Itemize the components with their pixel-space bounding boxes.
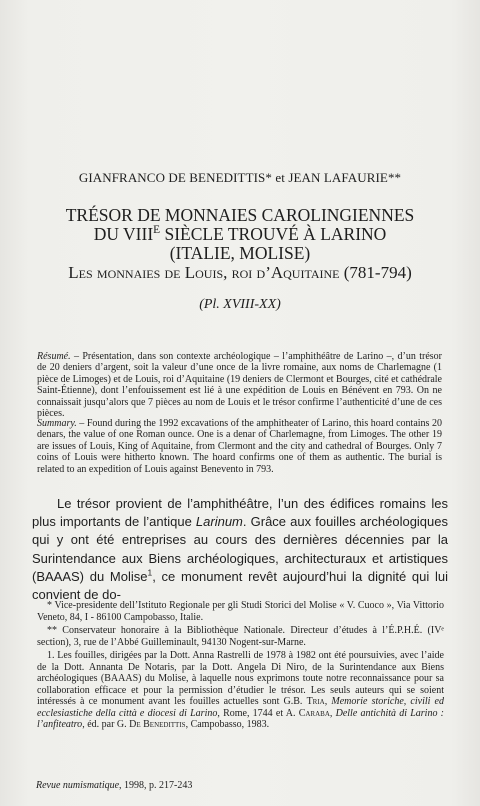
author-first: GIANFRANCO DE BENEDITTIS* <box>78 170 272 185</box>
title-line-1: TRÉSOR DE MONNAIES CAROLINGIENNES <box>65 205 415 225</box>
abstract-english-text: – Found during the 1992 excavations of the amphitheater of Larino, this hoard contains 20 denars, the value of one Roman ounce. One is a denar of Charlemagne, from Limoges. The other 19 are issues of Louis, King of Aquitaine, from Clermont and the city and cathedral of Bourges. Only 7 coins of Louis were hitherto known. The hoard confirms one of them as authentic. The burial is related to an expedition of Louis against Benevento in 793. <box>37 418 442 475</box>
journal-details: , 1998, p. 217-243 <box>119 780 193 791</box>
abstract-french <box>37 351 442 419</box>
journal-name: Revue numismatique <box>36 780 120 791</box>
author-joiner: et <box>275 170 285 185</box>
footnote-2: ** Conservateur honoraire à la Bibliothèque Nationale. Directeur d’études à l’É.P.H.É. (IVᵉ section), 3, rue de l’Abbé Guilleminault, 94130 Nogent-sur-Marne. <box>37 625 444 648</box>
title-line-3: (ITALIE, MOLISE) <box>169 243 311 263</box>
body-text <box>32 495 448 604</box>
article-authors <box>0 170 480 186</box>
abstract-english-label: Summary. <box>37 418 77 429</box>
author-second: JEAN LAFAURIE** <box>288 170 402 185</box>
article-title <box>30 206 450 282</box>
footnote-1: * Vice-presidente dell’Istituto Regionale per gli Studi Storici del Molise « V. Cuoco », Via Vittorio Veneto, 84, I - 86100 Campobasso, Italie. <box>37 600 444 623</box>
footnote-3: 1. Les fouilles, dirigées par la Dott. Anna Rastrelli de 1978 à 1982 ont été poursuivies, avec l’aide de la Dott. Annanta De Notaris, par la Dott. Angela Di Niro, de la Surintendance aux Biens archéologiques (BAAAS) du Molise, à laquelle nous exprimons toute notre reconnaissance pour sa collaboration efficace et pour la permission d’étudier le trésor. Les seuls auteurs qui se soient intéressés à ce monument avant les fouilles actuelles sont G.B. Tria, Memorie storiche, civili ed ecclesiastiche della città e diocesi di Larino, Rome, 1744 et A. Caraba, Delle antichità di Larino : l’anfiteatro, éd. par G. De Benedittis, Campobasso, 1983. <box>37 650 445 730</box>
journal-citation <box>36 780 192 791</box>
plates-reference: (Pl. XVIII-XX) <box>199 297 281 312</box>
title-subtitle: Les monnaies de Louis, roi d’Aquitaine (781-794) <box>68 263 412 282</box>
body-paragraph: Le trésor provient de l’amphithéâtre, l’un des édifices romains les plus importants de l’antique Larinum. Grâce aux fouilles archéologiques qui y ont été entreprises au cours des dernières décennies par la Surintendance aux Biens archéologiques, architecturaux et artistiques (BAAAS) du Molise$^1$, ce monument revêt aujourd’hui la dignité qui lui convient de do- <box>32 496 448 603</box>
footnote-ref: 1 <box>147 567 153 578</box>
title-line-2: DU $VIII^E$ SIÈCLE TROUVÉ À LARINO <box>93 224 387 244</box>
abstract-english <box>37 418 442 475</box>
abstract-french-label: Résumé. <box>37 351 71 362</box>
footnotes <box>37 600 444 733</box>
abstract-french-text: – Présentation, dans son contexte archéologique – l’amphithéâtre de Larino –, d’un trésor de 20 deniers d’argent, soit la valeur d’une once de la livre romaine, aux noms de Charlemagne (1 pièce de Limoges) et de Louis, roi d’Aquitaine (19 deniers de Clermont et Bourges, cité et cathédrale Saint-Étienne), dont l’enfouissement est lié à une expédition de Louis en Bénévent en 793. On ne connaissait jusqu’alors que 7 pièces au nom de Louis et le trésor confirme l’authenticité d’une de ces pièces. <box>37 351 442 420</box>
